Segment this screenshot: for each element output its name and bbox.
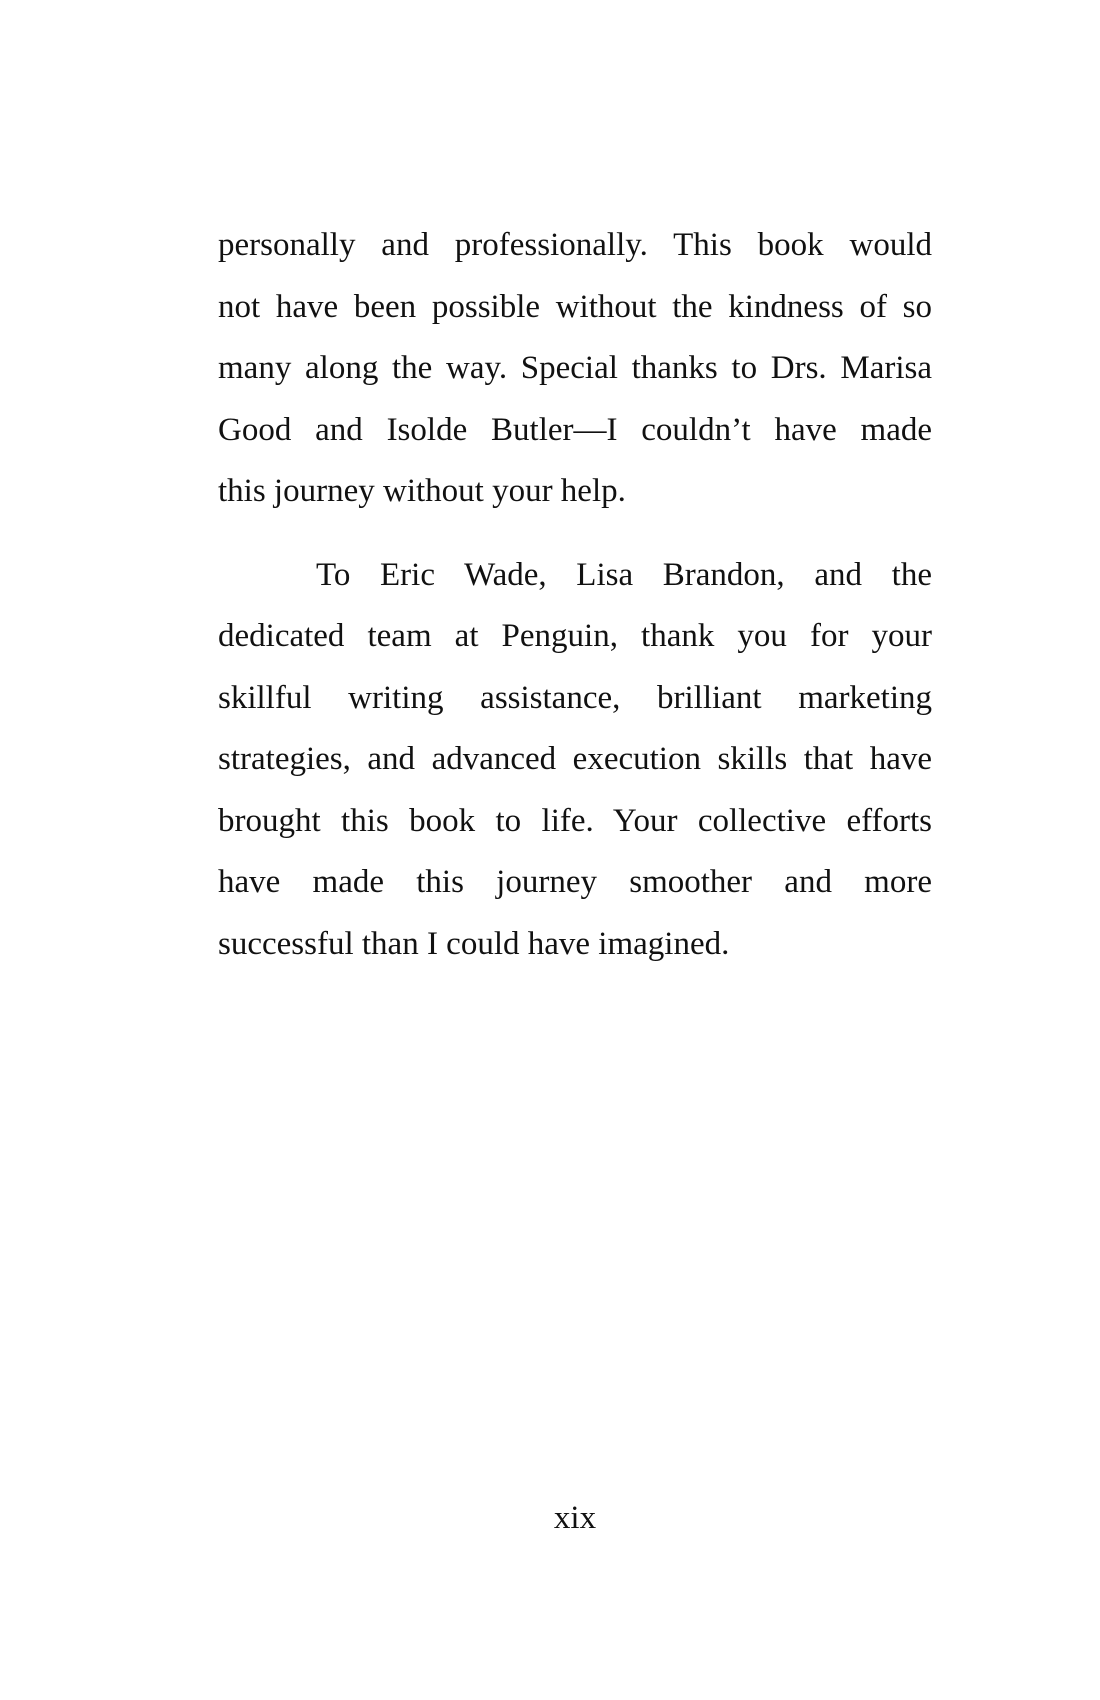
body-text <box>218 215 932 975</box>
text-line: this journey without your help. <box>218 473 626 509</box>
text-line: strategies, and advanced execution skills that have <box>218 741 932 777</box>
text-line: have made this journey smoother and more <box>218 864 932 900</box>
text-line: not have been possible without the kindness of so <box>218 288 932 325</box>
text-line: brought this book to life. Your collective efforts <box>218 802 932 839</box>
text-line: Good and Isolde Butler—I couldn’t have made <box>218 411 932 448</box>
page-number: xix <box>553 1500 597 1536</box>
text-line: skillful writing assistance, brilliant marketing <box>218 679 932 716</box>
paragraph-spacer <box>218 523 932 545</box>
text-line: successful than I could have imagined. <box>218 925 730 962</box>
text-line: dedicated team at Penguin, thank you for your <box>218 618 932 654</box>
paragraph-2 <box>218 545 932 976</box>
paragraph-1 <box>218 215 932 523</box>
text-line: many along the way. Special thanks to Drs. Marisa <box>218 350 932 386</box>
text-line: personally and professionally. This book would <box>218 227 932 263</box>
text-line: To Eric Wade, Lisa Brandon, and the <box>316 556 932 593</box>
